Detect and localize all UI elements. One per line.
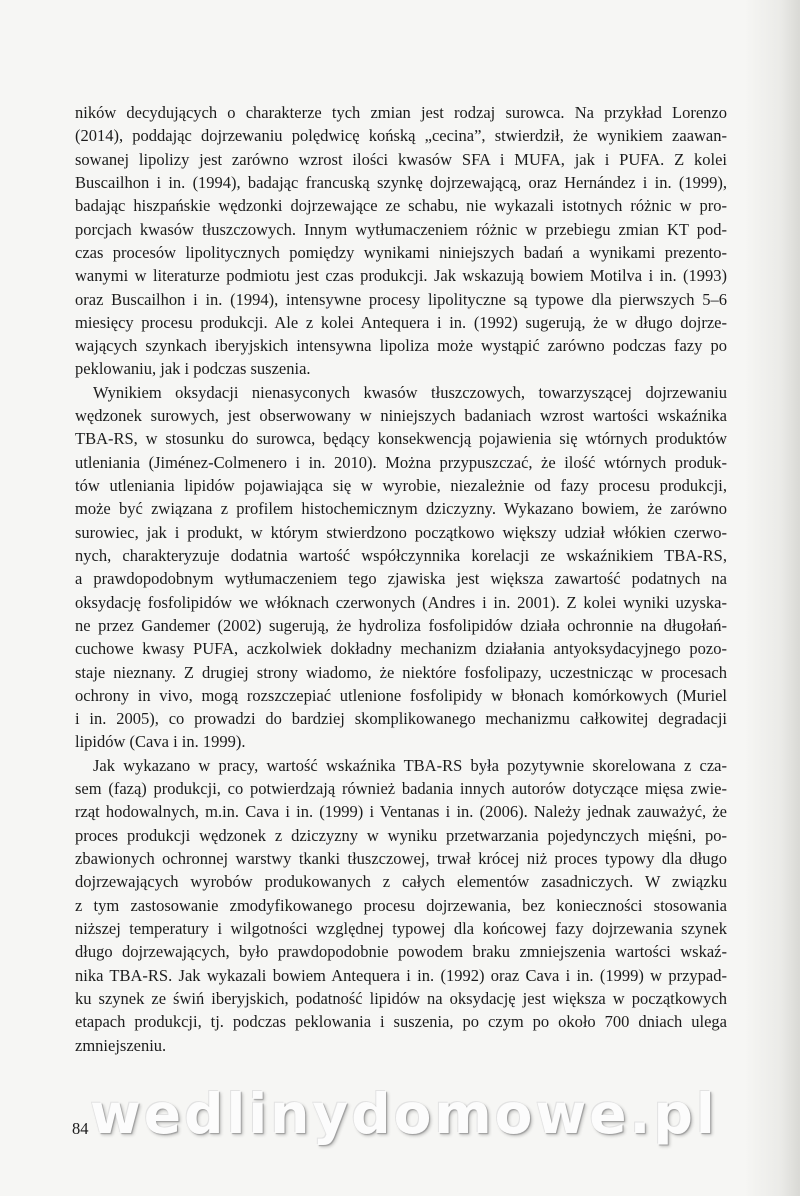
text-line: zmniejszeniu.	[75, 1035, 167, 1055]
text-line: Buscailhon i in. (1994), badając francuską szynkę dojrzewającą, oraz Hernández i in. (1999),	[75, 172, 727, 192]
text-line: wających szynkach iberyjskich intensywna lipoliza może wystąpić zarówno podczas fazy po	[75, 336, 727, 356]
text-line: niższej temperatury i wilgotności względnej typowej dla końcowej fazy dojrzewania szynek	[75, 918, 727, 938]
text-line: lipidów (Cava i in. 1999).	[75, 732, 246, 752]
paragraph	[75, 754, 727, 1057]
text-line: cuchowe kwasy PUFA, aczkolwiek dokładny mechanizm działania antyoksydacyjnego pozo-	[75, 639, 727, 659]
text-line: wędzonek surowych, jest obserwowany w niniejszych badaniach wzrost wartości wskaźnika	[75, 406, 727, 426]
text-line: TBA-RS, w stosunku do surowca, będący konsekwencją pojawienia się wtórnych produktów	[75, 429, 727, 449]
text-line: surowiec, jak i produkt, w którym stwierdzono początkowo większy udział włókien czerwo-	[75, 522, 727, 542]
text-line: etapach produkcji, tj. podczas peklowania i suszenia, po czym po około 700 dniach ulega	[75, 1012, 727, 1032]
body-text	[75, 101, 727, 1057]
text-line: ku szynek ze świń iberyjskich, podatność lipidów na oksydację jest większa w początkowych	[75, 988, 727, 1008]
paragraph	[75, 381, 727, 754]
text-line: tów utleniania lipidów pojawiająca się w wyrobie, niezależnie od fazy procesu produkcji,	[75, 476, 727, 495]
text-line: Jak wykazano w pracy, wartość wskaźnika TBA-RS była pozytywnie skorelowana z cza-	[93, 755, 727, 775]
text-line: wanymi w literaturze podmiotu jest czas produkcji. Jak wskazują bowiem Motilva i in. (1993)	[75, 266, 727, 286]
text-line: ochrony in vivo, mogą rozszczepiać utlenione fosfolipidy w błonach komórkowych (Muriel	[75, 685, 727, 705]
text-line: czas procesów lipolitycznych pomiędzy wynikami niniejszych badań a wynikami prezento-	[75, 242, 727, 262]
text-line: z tym zastosowanie zmodyfikowanego procesu dojrzewania, bez konieczności stosowania	[75, 895, 727, 915]
text-line: (2014), poddając dojrzewaniu polędwicę końską „cecina”, stwierdził, że wynikiem zaawan-	[75, 126, 727, 146]
text-line: sem (fazą) produkcji, co potwierdzają również badania innych autorów dotyczące mięsa zwie-	[75, 779, 727, 799]
text-line: oraz Buscailhon i in. (1994), intensywne procesy lipolityczne są typowe dla pierwszych 5–6	[75, 289, 727, 309]
text-line: ne przez Gandemer (2002) sugerują, że hydroliza fosfolipidów działa ochronnie na długołań-	[75, 615, 727, 635]
text-line: ników decydujących o charakterze tych zmian jest rodzaj surowca. Na przykład Lorenzo	[75, 103, 727, 122]
text-line: oksydację fosfolipidów we włóknach czerwonych (Andres i in. 2001). Z kolei wyniki uzyska-	[75, 592, 727, 612]
text-line: staje nieznany. Z drugiej strony wiadomo, że niektóre fosfolipazy, uczestnicząc w procesach	[75, 662, 727, 682]
text-line: zbawionych ochronnej warstwy tkanki tłuszczowej, trwał krócej niż proces typowy dla długo	[75, 849, 727, 868]
text-line: może być związana z profilem histochemicznym dziczyzny. Wykazano bowiem, że zarówno	[75, 499, 727, 519]
text-line: nika TBA-RS. Jak wykazali bowiem Antequera i in. (1992) oraz Cava i in. (1999) w przypad-	[75, 965, 727, 985]
text-line: miesięcy procesu produkcji. Ale z kolei Antequera i in. (1992) sugerują, że w długo dojrze-	[75, 312, 727, 332]
text-line: rząt hodowalnych, m.in. Cava i in. (1999) i Ventanas i in. (2006). Należy jednak zauważyć, że	[75, 802, 727, 822]
text-line: długo dojrzewających, było prawdopodobnie powodem braku zmniejszenia wartości wskaź-	[75, 942, 727, 962]
text-line: sowanej lipolizy jest zarówno wzrost ilości kwasów SFA i MUFA, jak i PUFA. Z kolei	[75, 149, 727, 169]
text-line: utleniania (Jiménez-Colmenero i in. 2010). Można przypuszczać, że ilość wtórnych produk-	[75, 452, 727, 472]
text-line: nych, charakteryzuje dodatnia wartość współczynnika korelacji ze wskaźnikiem TBA-RS,	[75, 545, 727, 565]
text-line: porcjach kwasów tłuszczowych. Innym wytłumaczeniem różnic w przebiegu zmian KT pod-	[75, 219, 727, 239]
text-line: a prawdopodobnym wytłumaczeniem tego zjawiska jest większa zawartość podatnych na	[75, 569, 727, 589]
paragraph	[75, 101, 727, 381]
text-line: proces produkcji wędzonek z dziczyzny w wyniku przetwarzania pojedynczych mięśni, po-	[75, 825, 727, 845]
text-line: peklowaniu, jak i podczas suszenia.	[75, 359, 311, 379]
text-line: badając hiszpańskie wędzonki dojrzewające ze schabu, nie wykazali istotnych różnic w pro-	[75, 196, 727, 216]
page-number: 84	[72, 1119, 89, 1138]
text-line: dojrzewających wyrobów produkowanych z całych elementów zasadniczych. W związku	[75, 872, 727, 892]
text-line: i in. 2005), co prowadzi do bardziej skomplikowanego mechanizmu całkowitej degradacji	[75, 709, 727, 729]
watermark-logo-text: wedlinydomowe.pl	[90, 1082, 718, 1146]
text-line: Wynikiem oksydacji nienasyconych kwasów tłuszczowych, towarzyszącej dojrzewaniu	[93, 382, 727, 402]
